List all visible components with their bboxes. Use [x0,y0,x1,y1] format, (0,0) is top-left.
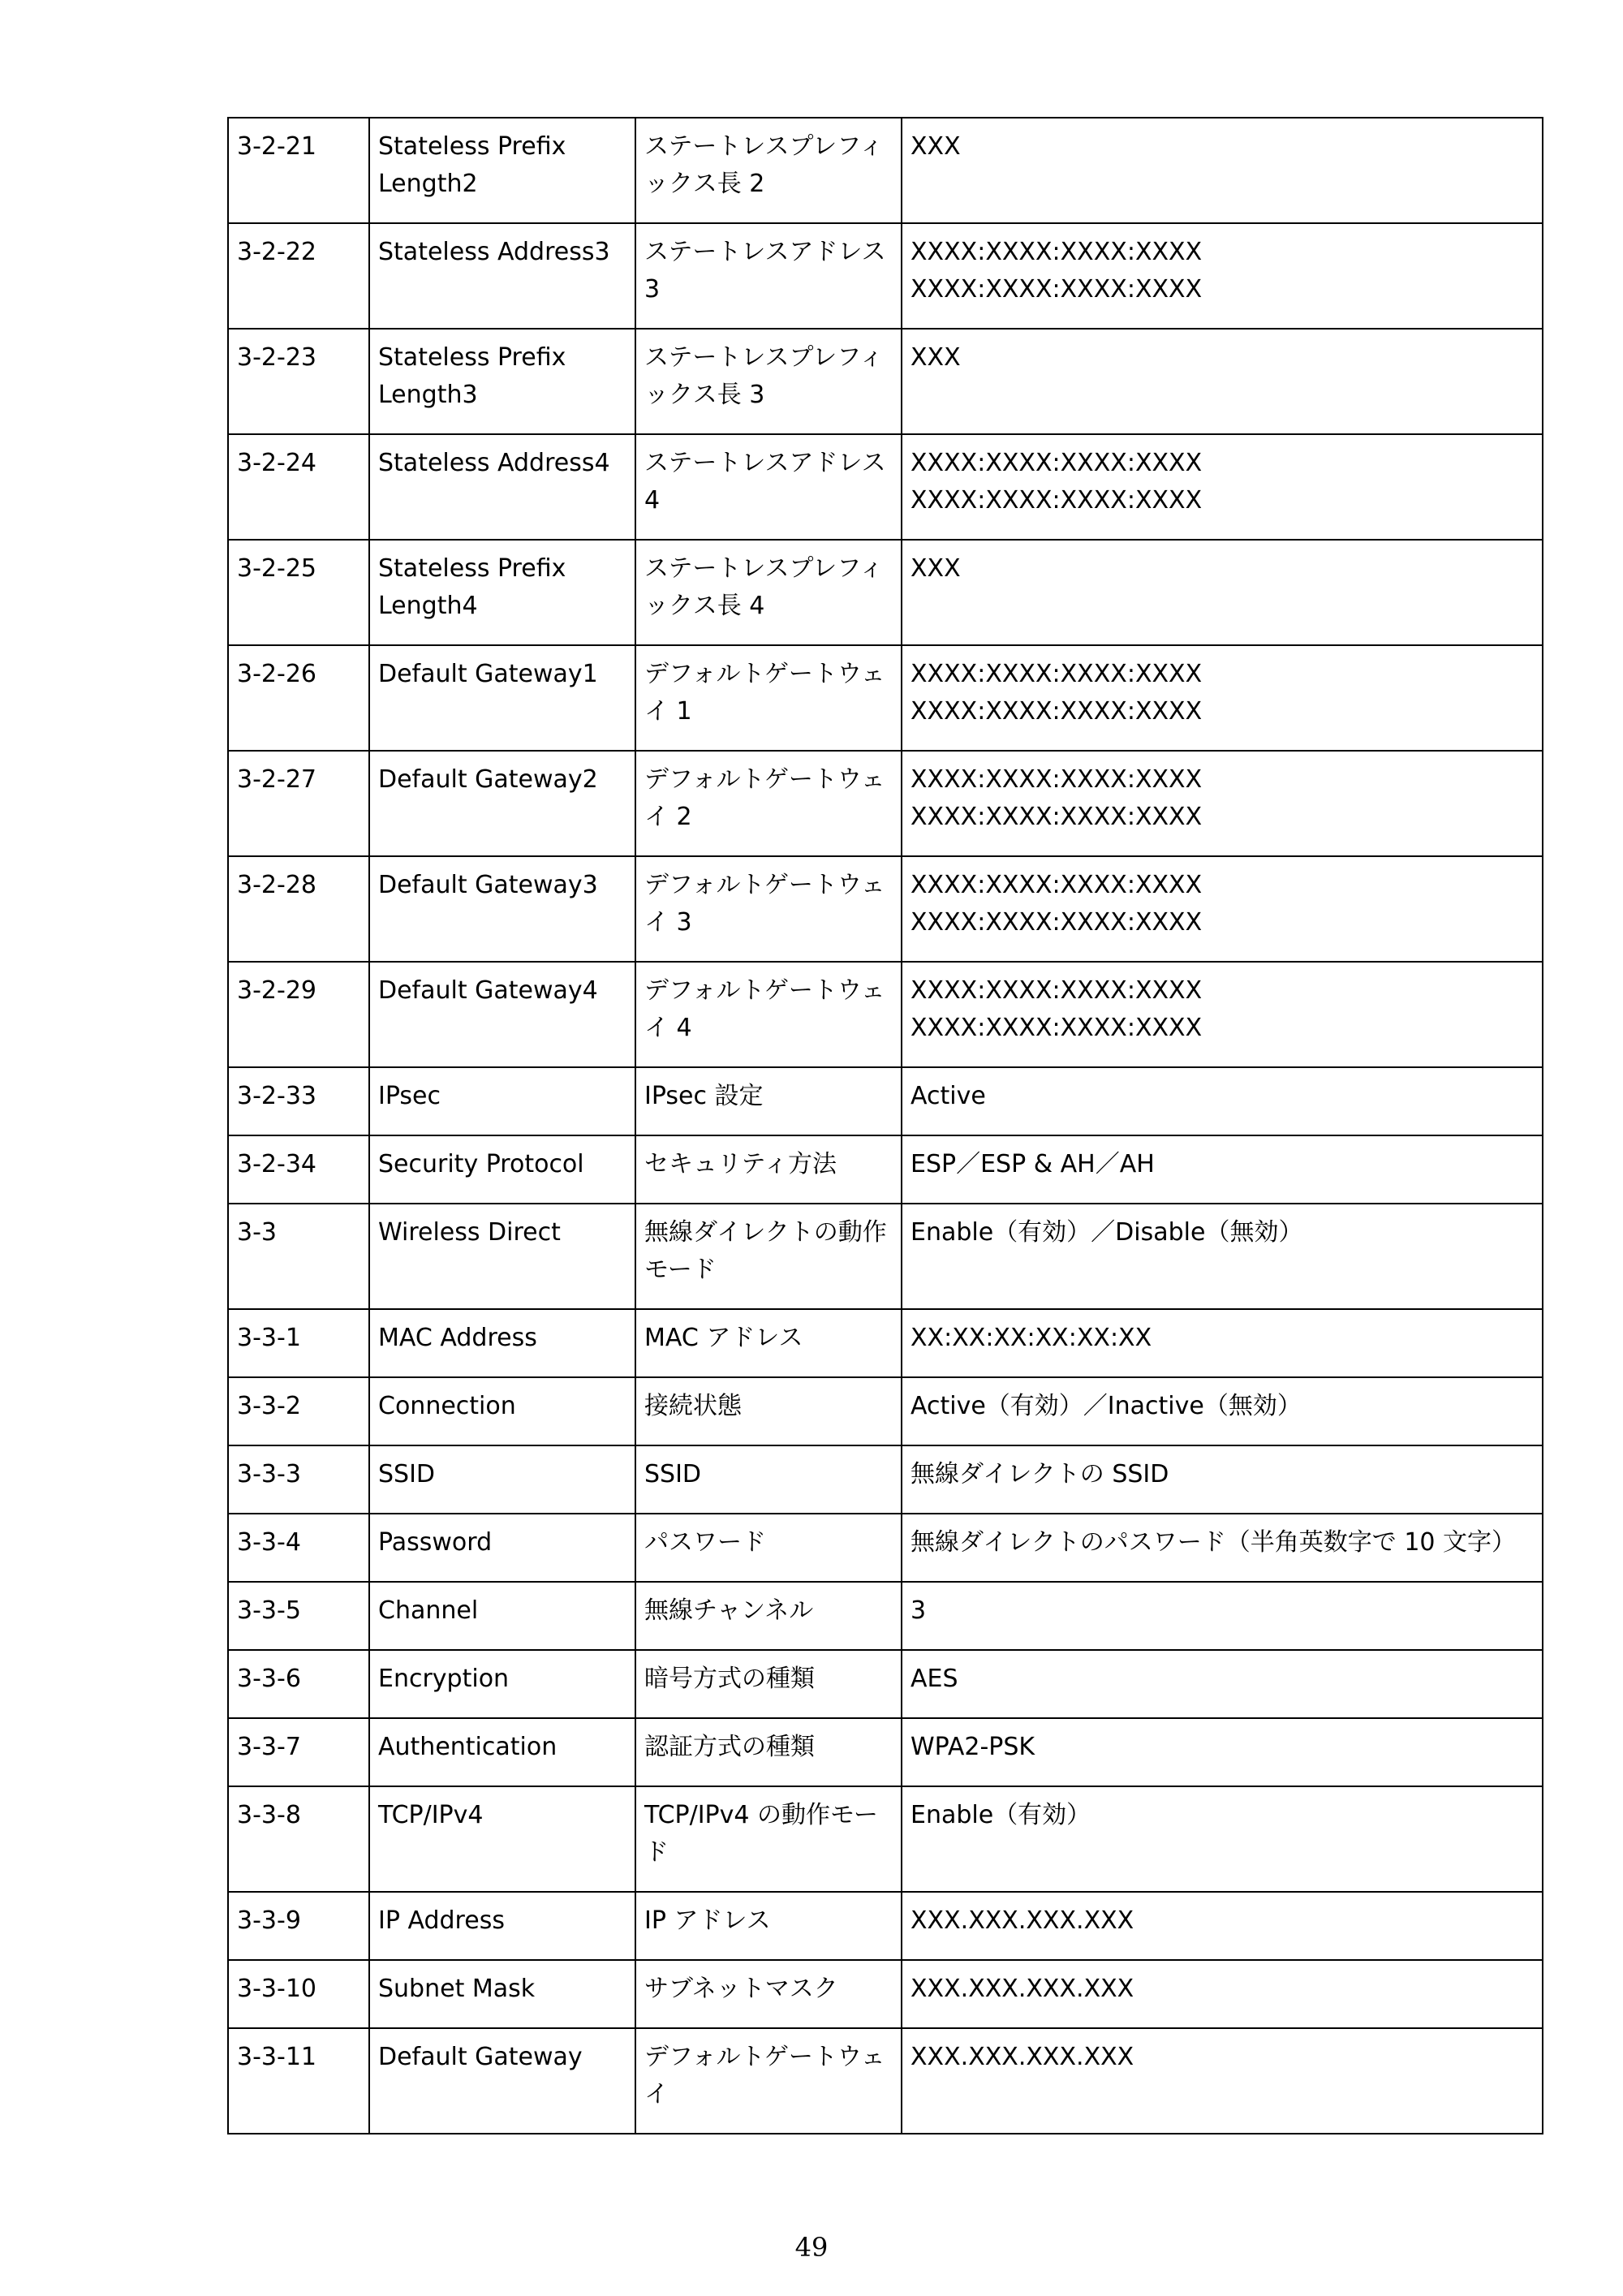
setting-value-line: XXX.XXX.XXX.XXX [911,2043,1134,2071]
setting-id-cell: 3-3-5 [228,1582,369,1650]
setting-english-name-cell: Subnet Mask [369,1960,635,2028]
setting-id-cell: 3-2-29 [228,962,369,1067]
setting-english-name-cell: Default Gateway1 [369,645,635,751]
table-row [228,1067,1543,1135]
setting-value-cell [902,1135,1543,1204]
setting-id-cell: 3-3-3 [228,1445,369,1514]
table-row [228,1135,1543,1204]
table-body [228,118,1543,2134]
setting-english-name-cell: Stateless Prefix Length3 [369,329,635,434]
setting-japanese-name-cell: TCP/IPv4 の動作モード [635,1786,902,1892]
setting-japanese-name-cell: ステートレスプレフィックス長 2 [635,118,902,223]
setting-value-cell [902,1650,1543,1718]
setting-value-cell [902,2028,1543,2134]
setting-value-cell [902,645,1543,751]
setting-japanese-name-cell: ステートレスアドレス 4 [635,434,902,540]
setting-japanese-name-cell: 無線ダイレクトの動作モード [635,1204,902,1309]
setting-value-cell [902,223,1543,329]
table-row [228,1309,1543,1377]
setting-value-line: XXXX:XXXX:XXXX:XXXX [911,238,1203,266]
setting-value-line: Enable（有効） [911,1801,1091,1829]
setting-id-cell: 3-3-2 [228,1377,369,1445]
table-row [228,645,1543,751]
setting-english-name-cell: Stateless Prefix Length2 [369,118,635,223]
setting-value-cell [902,434,1543,540]
setting-english-name-cell: Stateless Prefix Length4 [369,540,635,645]
setting-id-cell: 3-3-7 [228,1718,369,1786]
setting-value-line: XXX [911,132,961,161]
setting-english-name-cell: Encryption [369,1650,635,1718]
setting-value-line: XXXX:XXXX:XXXX:XXXX [911,976,1203,1005]
setting-value-line: XXXX:XXXX:XXXX:XXXX [911,871,1203,899]
setting-value-line: Enable（有効）／Disable（無効） [911,1218,1303,1247]
setting-japanese-name-cell: ステートレスプレフィックス長 4 [635,540,902,645]
setting-value-line: XXXX:XXXX:XXXX:XXXX [911,765,1203,794]
setting-value-line: XXXX:XXXX:XXXX:XXXX [911,803,1203,831]
setting-japanese-name-cell: パスワード [635,1514,902,1582]
page-number: 49 [794,2232,829,2263]
table-row [228,751,1543,856]
table-row [228,1718,1543,1786]
setting-value-line: ESP／ESP & AH／AH [911,1150,1155,1178]
setting-value-cell [902,856,1543,962]
setting-japanese-name-cell: デフォルトゲートウェイ 1 [635,645,902,751]
setting-value-line: XXX [911,554,961,583]
setting-value-cell [902,1377,1543,1445]
setting-value-cell [902,1892,1543,1960]
setting-value-line: XXXX:XXXX:XXXX:XXXX [911,1014,1203,1042]
setting-value-cell [902,1582,1543,1650]
setting-japanese-name-cell: デフォルトゲートウェイ 2 [635,751,902,856]
setting-id-cell: 3-2-33 [228,1067,369,1135]
setting-japanese-name-cell: ステートレスプレフィックス長 3 [635,329,902,434]
setting-value-line: XXXX:XXXX:XXXX:XXXX [911,486,1203,515]
setting-value-cell [902,1786,1543,1892]
setting-value-cell [902,1718,1543,1786]
setting-japanese-name-cell: デフォルトゲートウェイ 4 [635,962,902,1067]
table-row [228,1377,1543,1445]
table-row [228,1204,1543,1309]
setting-value-cell [902,1309,1543,1377]
setting-japanese-name-cell: IP アドレス [635,1892,902,1960]
setting-value-cell [902,1514,1543,1582]
table-row [228,434,1543,540]
table-row [228,856,1543,962]
setting-id-cell: 3-2-34 [228,1135,369,1204]
setting-value-line: 3 [911,1596,927,1625]
setting-english-name-cell: Authentication [369,1718,635,1786]
setting-id-cell: 3-3 [228,1204,369,1309]
setting-value-line: XXXX:XXXX:XXXX:XXXX [911,660,1203,688]
setting-id-cell: 3-3-10 [228,1960,369,2028]
setting-id-cell: 3-2-21 [228,118,369,223]
setting-value-cell [902,1204,1543,1309]
setting-english-name-cell: SSID [369,1445,635,1514]
table-row [228,1445,1543,1514]
setting-value-line: AES [911,1665,958,1693]
setting-value-line: XXXX:XXXX:XXXX:XXXX [911,449,1203,477]
setting-english-name-cell: Default Gateway2 [369,751,635,856]
setting-id-cell: 3-3-9 [228,1892,369,1960]
setting-english-name-cell: MAC Address [369,1309,635,1377]
table-row [228,540,1543,645]
setting-id-cell: 3-2-23 [228,329,369,434]
setting-english-name-cell: Default Gateway [369,2028,635,2134]
setting-english-name-cell: Password [369,1514,635,1582]
setting-value-cell [902,1445,1543,1514]
setting-english-name-cell: IP Address [369,1892,635,1960]
setting-value-line: XXX.XXX.XXX.XXX [911,1906,1134,1935]
table-row [228,1960,1543,2028]
setting-value-cell [902,1960,1543,2028]
setting-value-cell [902,751,1543,856]
table-row [228,329,1543,434]
setting-value-line: WPA2-PSK [911,1733,1035,1761]
table-row [228,962,1543,1067]
network-settings-table [227,117,1543,2134]
setting-japanese-name-cell: 暗号方式の種類 [635,1650,902,1718]
setting-value-line: 無線ダイレクトのパスワード（半角英数字で 10 文字） [911,1528,1517,1557]
setting-value-line: XXXX:XXXX:XXXX:XXXX [911,908,1203,937]
setting-id-cell: 3-3-1 [228,1309,369,1377]
table-row [228,223,1543,329]
setting-english-name-cell: Wireless Direct [369,1204,635,1309]
setting-japanese-name-cell: サブネットマスク [635,1960,902,2028]
setting-japanese-name-cell: 接続状態 [635,1377,902,1445]
table-row [228,1650,1543,1718]
setting-english-name-cell: Security Protocol [369,1135,635,1204]
setting-english-name-cell: Stateless Address3 [369,223,635,329]
setting-english-name-cell: Channel [369,1582,635,1650]
setting-value-cell [902,540,1543,645]
setting-english-name-cell: Stateless Address4 [369,434,635,540]
setting-value-line: Active [911,1082,986,1110]
setting-id-cell: 3-2-24 [228,434,369,540]
setting-id-cell: 3-2-27 [228,751,369,856]
setting-japanese-name-cell: MAC アドレス [635,1309,902,1377]
table-row [228,1582,1543,1650]
setting-japanese-name-cell: ステートレスアドレス 3 [635,223,902,329]
setting-value-line: XXXX:XXXX:XXXX:XXXX [911,275,1203,304]
setting-id-cell: 3-2-26 [228,645,369,751]
setting-japanese-name-cell: デフォルトゲートウェイ 3 [635,856,902,962]
setting-value-cell [902,118,1543,223]
setting-value-line: 無線ダイレクトの SSID [911,1460,1169,1488]
table-row [228,1892,1543,1960]
setting-value-line: XXX.XXX.XXX.XXX [911,1975,1134,2003]
setting-id-cell: 3-3-6 [228,1650,369,1718]
setting-id-cell: 3-3-4 [228,1514,369,1582]
setting-japanese-name-cell: 認証方式の種類 [635,1718,902,1786]
setting-id-cell: 3-3-8 [228,1786,369,1892]
setting-id-cell: 3-3-11 [228,2028,369,2134]
setting-japanese-name-cell: 無線チャンネル [635,1582,902,1650]
setting-english-name-cell: Default Gateway4 [369,962,635,1067]
table-row [228,118,1543,223]
setting-id-cell: 3-2-25 [228,540,369,645]
setting-id-cell: 3-2-22 [228,223,369,329]
setting-japanese-name-cell: デフォルトゲートウェイ [635,2028,902,2134]
table-row [228,2028,1543,2134]
setting-value-cell [902,329,1543,434]
table-row [228,1786,1543,1892]
setting-value-line: Active（有効）／Inactive（無効） [911,1392,1302,1420]
setting-id-cell: 3-2-28 [228,856,369,962]
setting-english-name-cell: IPsec [369,1067,635,1135]
setting-japanese-name-cell: セキュリティ方法 [635,1135,902,1204]
setting-value-cell [902,962,1543,1067]
setting-value-cell [902,1067,1543,1135]
table-row [228,1514,1543,1582]
setting-value-line: XXXX:XXXX:XXXX:XXXX [911,697,1203,726]
setting-english-name-cell: Connection [369,1377,635,1445]
setting-japanese-name-cell: IPsec 設定 [635,1067,902,1135]
setting-value-line: XXX [911,343,961,372]
setting-value-line: XX:XX:XX:XX:XX:XX [911,1324,1152,1352]
setting-english-name-cell: Default Gateway3 [369,856,635,962]
setting-japanese-name-cell: SSID [635,1445,902,1514]
setting-english-name-cell: TCP/IPv4 [369,1786,635,1892]
